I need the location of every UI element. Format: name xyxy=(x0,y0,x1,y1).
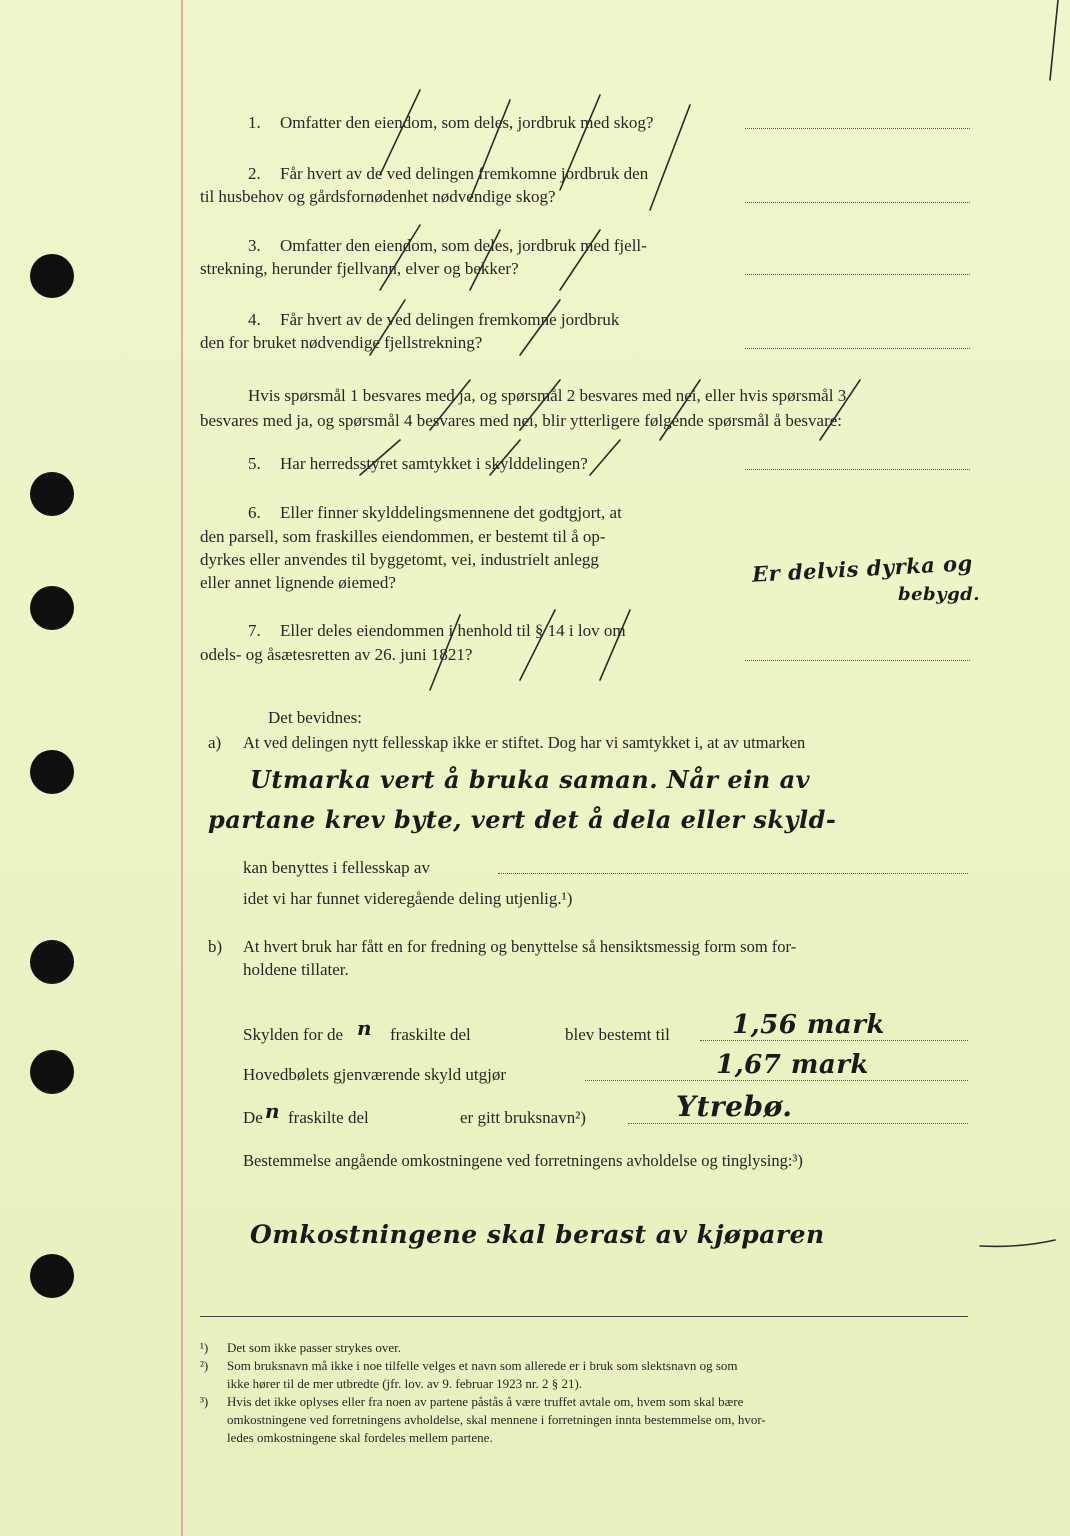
question-3-number: 3. xyxy=(248,236,261,255)
item-a-shared-label: kan benyttes i fellesskap av xyxy=(243,858,430,877)
strike-mark xyxy=(430,615,460,690)
costs-label: Bestemmelse angående omkostningene ved forretningens avholdelse og tinglysing:³) xyxy=(243,1151,803,1170)
conditional-intro: Hvis spørsmål 1 besvares med ja, og spørsmål 2 besvares med nei, eller hvis spørsmål 3 xyxy=(248,386,847,405)
question-6-number: 6. xyxy=(248,503,261,522)
footnote-2-text-cont: ikke hører til de mer utbredte (jfr. lov. av 9. februar 1923 nr. 2 § 21). xyxy=(227,1376,583,1391)
question-1-number: 1. xyxy=(248,113,261,132)
strike-mark xyxy=(520,300,560,355)
question-6-handwritten-answer-cont: bebygd. xyxy=(898,584,981,605)
bruksnavn-label-mid: fraskilte del xyxy=(288,1108,369,1127)
bruksnavn-label-start: De xyxy=(243,1108,263,1127)
question-5-text: Har herredsstyret samtykket i skylddelingen? xyxy=(280,454,588,473)
question-6-text-cont: eller annet lignende øiemed? xyxy=(200,573,396,592)
strike-mark xyxy=(430,380,470,430)
strike-mark xyxy=(470,230,500,290)
strike-mark xyxy=(360,440,400,475)
findings-heading: Det bevidnes: xyxy=(268,708,362,727)
strike-mark xyxy=(820,380,860,440)
question-7-text-cont: odels- og åsætesretten av 26. juni 1821? xyxy=(200,645,473,664)
footnote-3-text-cont: omkostningene ved forretningens avholdelse, skal mennene i forretningen innta bestemmelse om, hvor- xyxy=(227,1412,766,1427)
strike-mark xyxy=(520,380,560,430)
question-2-text: Får hvert av de ved delingen fremkomne jordbruk den xyxy=(280,164,649,183)
strike-mark xyxy=(380,225,420,290)
strike-mark xyxy=(980,1240,1055,1246)
skyld-handwritten-suffix: n xyxy=(357,1016,373,1040)
question-7-text: Eller deles eiendommen i henhold til § 14 i lov om xyxy=(280,621,626,640)
strike-mark xyxy=(600,610,630,680)
bruksnavn-handwritten-suffix: n xyxy=(265,1099,281,1123)
question-4-text-cont: den for bruket nødvendige fjellstrekning? xyxy=(200,333,483,352)
question-3-text-cont: strekning, herunder fjellvann, elver og bekker? xyxy=(200,259,519,278)
conditional-intro-cont: besvares med ja, og spørsmål 4 besvares med nei, blir ytterligere følgende spørsmål å besvare: xyxy=(200,411,843,430)
question-4-text: Får hvert av de ved delingen fremkomne jordbruk xyxy=(280,310,620,329)
strike-mark xyxy=(1050,0,1058,80)
strike-mark xyxy=(370,300,405,355)
question-2-number: 2. xyxy=(248,164,261,183)
question-1-text: Omfatter den eiendom, som deles, jordbruk med skog? xyxy=(280,113,654,132)
question-3-text: Omfatter den eiendom, som deles, jordbruk med fjell- xyxy=(280,236,647,255)
question-5-number: 5. xyxy=(248,454,261,473)
item-a-handwritten-line-2: partane krev byte, vert det å dela eller skyld- xyxy=(208,805,837,834)
footnote-1-text: Det som ikke passer strykes over. xyxy=(227,1340,402,1355)
footnote-2-text: Som bruksnavn må ikke i noe tilfelle velges et navn som allerede er i bruk som slektsnavn og som xyxy=(227,1358,738,1373)
footnote-1-number: ¹) xyxy=(200,1340,209,1355)
item-a-label: a) xyxy=(208,733,222,752)
question-6-handwritten-answer: Er delvis dyrka og xyxy=(751,550,974,587)
question-7-number: 7. xyxy=(248,621,261,640)
hovedbol-handwritten-value: 1,67 mark xyxy=(716,1050,869,1080)
item-a-handwritten-line-1: Utmarka vert å bruka saman. Når ein av xyxy=(250,765,811,794)
footnote-2-number: ²) xyxy=(200,1358,209,1373)
skyld-label-end: blev bestemt til xyxy=(565,1025,670,1044)
skyld-label-mid: fraskilte del xyxy=(390,1025,471,1044)
bruksnavn-label-end: er gitt bruksnavn²) xyxy=(460,1108,586,1127)
hovedbol-label: Hovedbølets gjenværende skyld utgjør xyxy=(243,1065,506,1084)
question-4-number: 4. xyxy=(248,310,261,329)
skyld-label-start: Skylden for de xyxy=(243,1025,344,1044)
item-b-text: At hvert bruk har fått en for fredning og benyttelse så hensiktsmessig form som for- xyxy=(243,937,797,956)
strike-mark xyxy=(560,230,600,290)
footnote-3-text-cont: ledes omkostningene skal fordeles mellem partene. xyxy=(227,1430,493,1445)
question-6-text: Eller finner skylddelingsmennene det godtgjort, at xyxy=(280,503,622,522)
item-b-label: b) xyxy=(208,937,223,956)
skyld-handwritten-value: 1,56 mark xyxy=(732,1010,885,1040)
item-a-text-end: idet vi har funnet videregående deling utjenlig.¹) xyxy=(243,889,573,908)
item-a-text: At ved delingen nytt fellesskap ikke er stiftet. Dog har vi samtykket i, at av utmarken xyxy=(243,733,806,752)
item-b-text-cont: holdene tillater. xyxy=(243,960,349,979)
costs-handwritten-value: Omkostningene skal berast av kjøparen xyxy=(250,1220,825,1249)
footnote-3-number: ³) xyxy=(200,1394,209,1409)
question-6-text-cont: den parsell, som fraskilles eiendommen, er bestemt til å op- xyxy=(200,527,606,546)
strike-mark xyxy=(380,90,420,175)
strike-mark xyxy=(520,610,555,680)
strike-mark xyxy=(560,95,600,190)
bruksnavn-handwritten-value: Ytrebø. xyxy=(676,1090,793,1123)
footnote-3-text: Hvis det ikke oplyses eller fra noen av partene påstås å være truffet avtale om, hvem som skal bære xyxy=(227,1394,744,1409)
question-6-text-cont: dyrkes eller anvendes til byggetomt, vei, industrielt anlegg xyxy=(200,550,599,569)
strike-mark xyxy=(650,105,690,210)
strike-mark xyxy=(590,440,620,475)
strike-mark xyxy=(660,380,700,440)
strike-mark xyxy=(470,100,510,200)
strike-mark xyxy=(490,440,520,475)
question-2-text-cont: til husbehov og gårdsfornødenhet nødvendige skog? xyxy=(200,187,556,206)
